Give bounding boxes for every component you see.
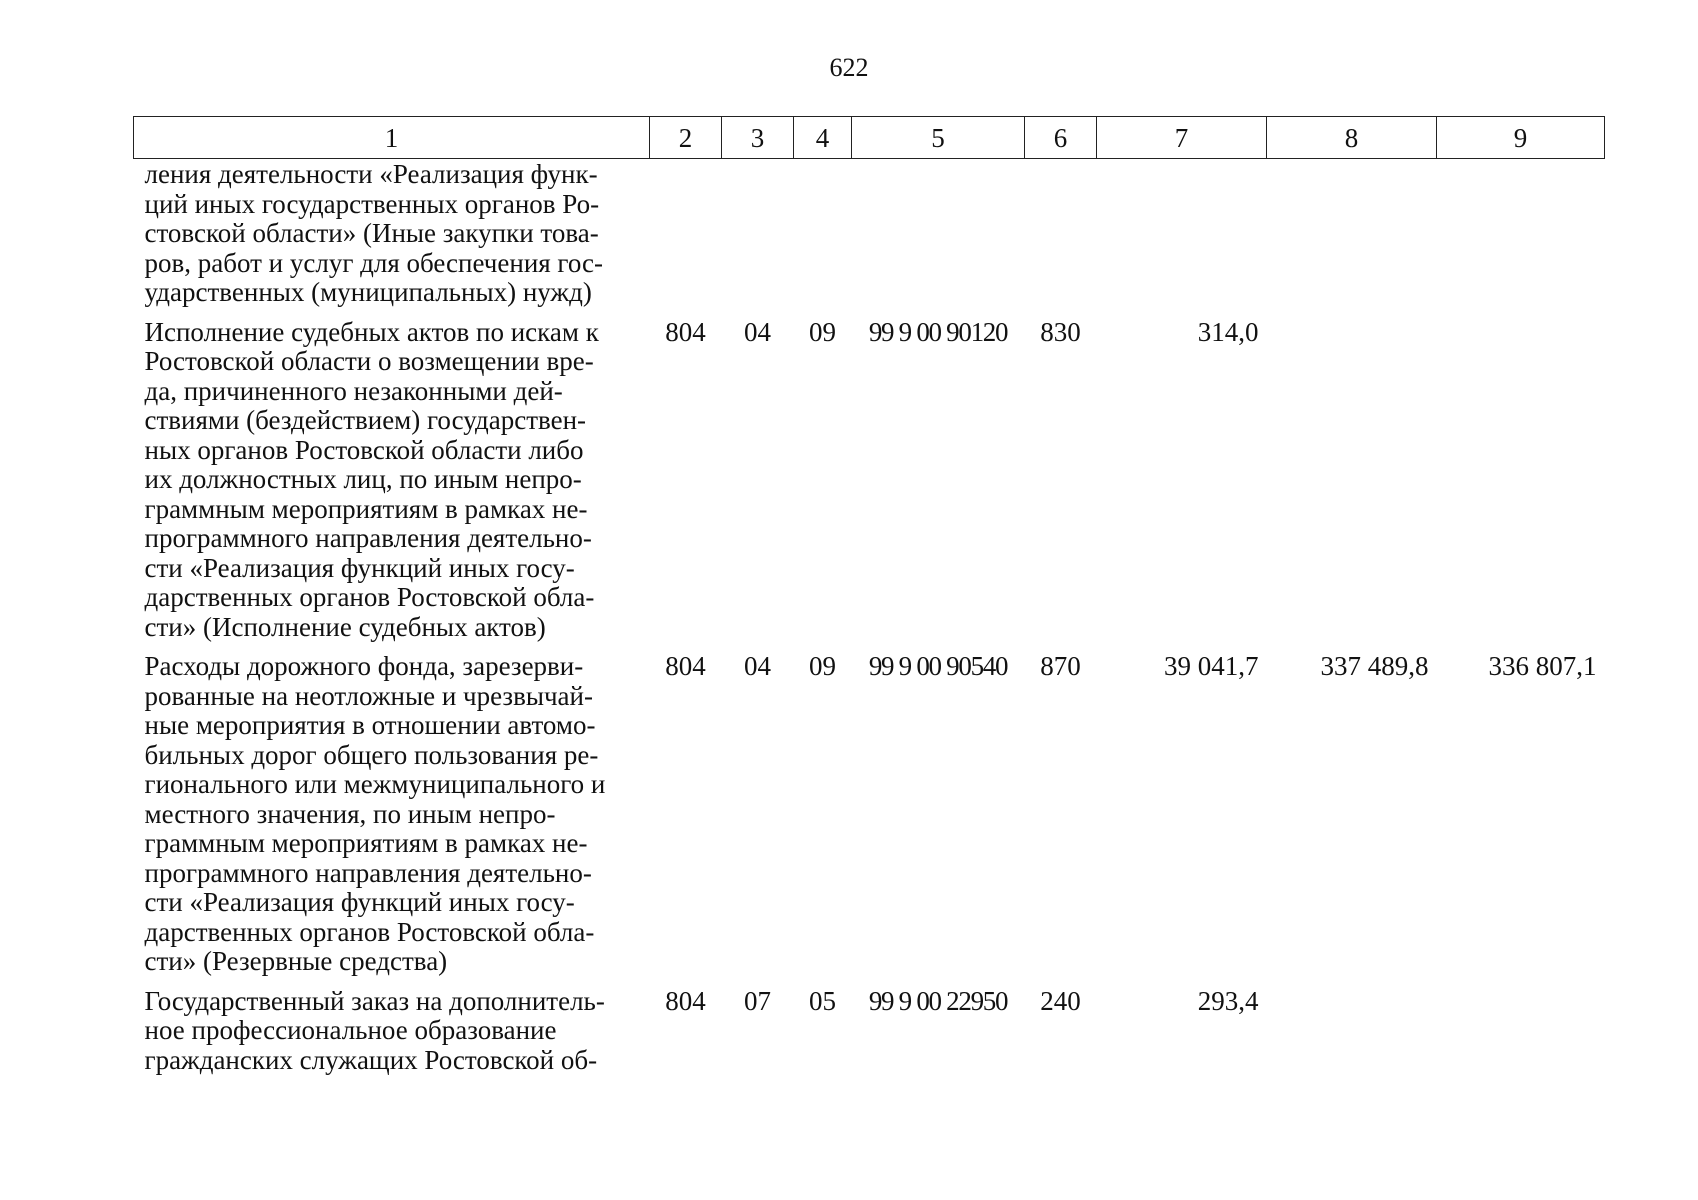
row-cell-9 xyxy=(1437,318,1605,653)
row-cell-7: 293,4 xyxy=(1197,985,1259,1016)
row-cell-5: 99 9 00 90120 xyxy=(868,316,1008,347)
row-cell-8 xyxy=(1267,159,1437,318)
row-cell-4 xyxy=(794,159,852,318)
row-cell-8 xyxy=(1267,318,1437,653)
row-cell-5: 99 9 00 90540 xyxy=(868,651,1008,681)
row-cell-4: 05 xyxy=(809,985,836,1016)
row-cell-6: 830 xyxy=(1040,316,1081,347)
column-header-9: 9 xyxy=(1437,117,1605,159)
column-header-3: 3 xyxy=(722,117,794,159)
row-cell-4: 09 xyxy=(809,316,836,347)
row-description: Исполнение судебных актов по искам к Ростовской области о возмещении вре- да, причиненного незаконными дей- ствиями (бездействием) государствен- ных органов Ростовской области либо их должностных лиц, по иным непро- граммным мероприятиям в рамках не- программного направления деятельно- сти «Реализация функций иных госу- дарственных органов Ростовской обла- сти» (Исполнение судебных актов) xyxy=(144,316,599,642)
column-header-5: 5 xyxy=(852,117,1025,159)
table-row xyxy=(134,159,1605,318)
row-cell-3 xyxy=(722,159,794,318)
row-cell-8 xyxy=(1267,987,1437,1086)
row-cell-9 xyxy=(1437,987,1605,1086)
row-description: Государственный заказ на дополнитель- ное профессиональное образование гражданских служащих Ростовской об- xyxy=(144,985,605,1075)
row-cell-6 xyxy=(1025,159,1097,318)
table-body xyxy=(134,159,1605,1086)
table-header xyxy=(134,117,1605,159)
column-header-6: 6 xyxy=(1025,117,1097,159)
row-cell-8: 337 489,8 xyxy=(1320,651,1429,681)
row-cell-3: 07 xyxy=(744,985,771,1016)
row-cell-7 xyxy=(1097,159,1267,318)
row-description: Расходы дорожного фонда, зарезерви- рованные на неотложные и чрезвычай- ные мероприятия в отношении автомо- бильных дорог общего пользования ре- гионального или межмуниципального и местного значения, по иным непро- граммным мероприятиям в рамках не- программного направления деятельно- сти «Реализация функций иных госу- дарственных органов Ростовской обла- сти» (Резервные средства) xyxy=(144,651,606,976)
row-cell-6: 870 xyxy=(1040,651,1081,681)
table-row xyxy=(134,652,1605,987)
row-cell-3: 04 xyxy=(744,651,771,681)
row-cell-5 xyxy=(852,159,1025,318)
column-header-4: 4 xyxy=(794,117,852,159)
header-row xyxy=(134,117,1605,159)
row-cell-9: 336 807,1 xyxy=(1488,651,1597,681)
column-header-8: 8 xyxy=(1267,117,1437,159)
column-header-7: 7 xyxy=(1097,117,1267,159)
row-cell-6: 240 xyxy=(1040,985,1081,1016)
row-cell-2: 804 xyxy=(665,316,706,347)
row-cell-2 xyxy=(650,159,722,318)
table-row xyxy=(134,987,1605,1086)
row-description: ления деятельности «Реализация функ- ций иных государственных органов Ро- стовской области» (Иные закупки това- ров, работ и услуг для обеспечения гос- ударственных (муниципальных) нужд) xyxy=(144,159,603,307)
table-row xyxy=(134,318,1605,653)
column-header-1: 1 xyxy=(134,117,650,159)
budget-table xyxy=(133,116,1605,1085)
row-cell-3: 04 xyxy=(744,316,771,347)
row-cell-9 xyxy=(1437,159,1605,318)
row-cell-2: 804 xyxy=(665,651,706,681)
row-cell-7: 314,0 xyxy=(1197,316,1259,347)
row-cell-4: 09 xyxy=(809,651,836,681)
page-number: 622 xyxy=(829,53,869,82)
row-cell-5: 99 9 00 22950 xyxy=(868,985,1008,1016)
column-header-2: 2 xyxy=(650,117,722,159)
row-cell-2: 804 xyxy=(665,985,706,1016)
row-cell-7: 39 041,7 xyxy=(1164,651,1259,681)
